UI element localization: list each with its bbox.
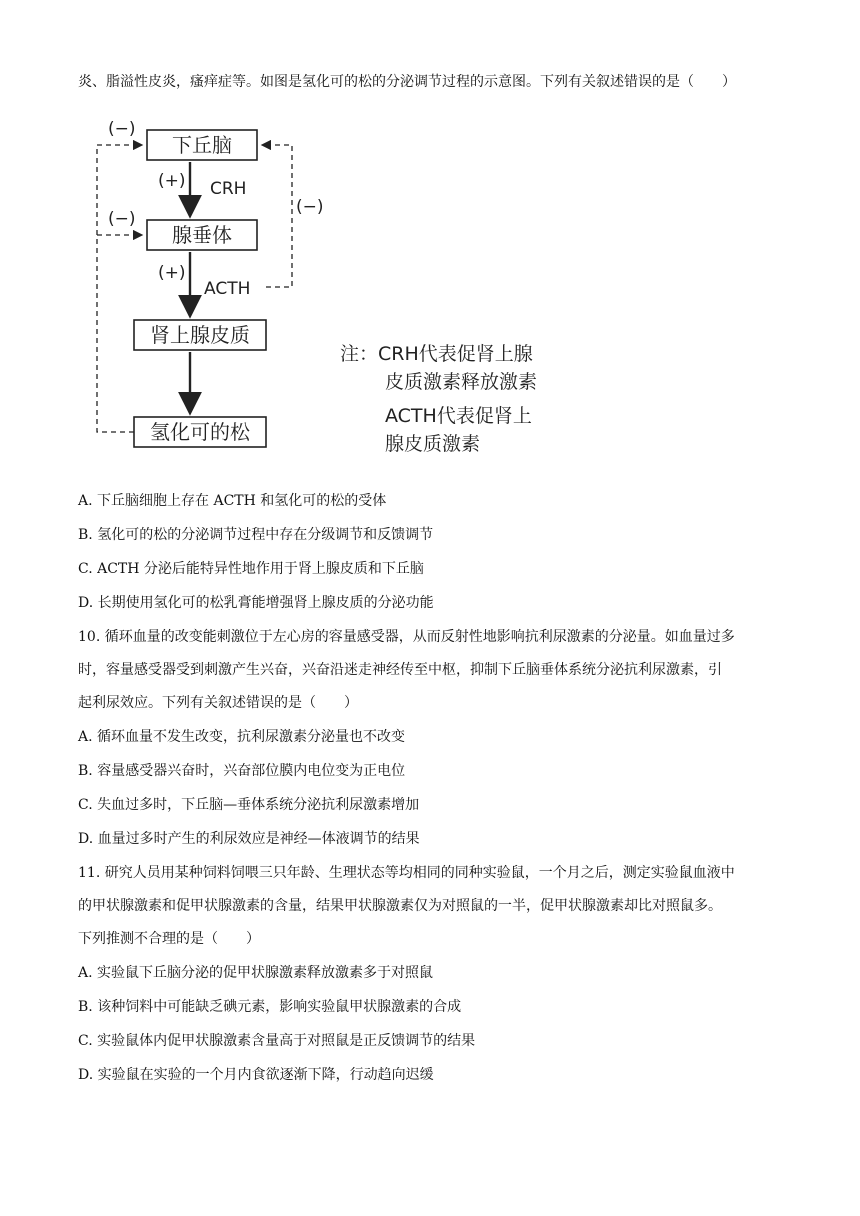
q9-option-d: D. 长期使用氢化可的松乳膏能增强肾上腺皮质的分泌功能 [78, 595, 434, 611]
hormone-regulation-diagram [0, 0, 860, 470]
minus-label-1: (−) [108, 119, 136, 139]
box-hypothalamus [147, 130, 257, 160]
q10-stem-line-3: 起利尿效应。下列有关叙述错误的是（ ） [78, 695, 358, 711]
feedback-to-hypothalamus [97, 145, 142, 432]
q11-option-d: D. 实验鼠在实验的一个月内食欲逐渐下降，行动趋向迟缓 [78, 1067, 434, 1083]
note-line-3: ACTH代表促肾上 [385, 405, 532, 427]
q9-option-a: A. 下丘脑细胞上存在 ACTH 和氢化可的松的受体 [78, 493, 387, 509]
box-adenohypophysis [147, 220, 257, 250]
q10-option-b: B. 容量感受器兴奋时，兴奋部位膜内电位变为正电位 [78, 763, 406, 779]
q10-stem-line-1: 10. 循环血量的改变能刺激位于左心房的容量感受器，从而反射性地影响抗利尿激素的分泌量。如血量过多 [78, 629, 735, 645]
q11-stem-line-1: 11. 研究人员用某种饲料饲喂三只年龄、生理状态等均相同的同种实验鼠，一个月之后，测定实验鼠血液中 [78, 865, 735, 881]
acth-label: ACTH [204, 279, 251, 299]
q10-stem-line-2: 时，容量感受器受到刺激产生兴奋，兴奋沿迷走神经传至中枢，抑制下丘脑垂体系统分泌抗利尿激素，引 [78, 662, 722, 678]
q9-option-b: B. 氢化可的松的分泌调节过程中存在分级调节和反馈调节 [78, 527, 434, 543]
q10-option-d: D. 血量过多时产生的利尿效应是神经—体液调节的结果 [78, 831, 420, 847]
box-hydrocortisone-label: 氢化可的松 [150, 420, 250, 444]
box-adrenal-cortex-label: 肾上腺皮质 [150, 323, 250, 347]
q11-option-c: C. 实验鼠体内促甲状腺激素含量高于对照鼠是正反馈调节的结果 [78, 1033, 476, 1049]
q9-option-c: C. ACTH 分泌后能特异性地作用于肾上腺皮质和下丘脑 [78, 561, 424, 577]
crh-label: CRH [210, 179, 247, 199]
q11-option-a: A. 实验鼠下丘脑分泌的促甲状腺激素释放激素多于对照鼠 [78, 965, 434, 981]
q10-option-c: C. 失血过多时，下丘脑—垂体系统分泌抗利尿激素增加 [78, 797, 420, 813]
box-adrenal-cortex [134, 320, 266, 350]
minus-label-2: (−) [108, 209, 136, 229]
note-line-4: 腺皮质激素 [385, 433, 481, 455]
box-adenohypophysis-label: 腺垂体 [172, 223, 232, 247]
plus-label-1: (+) [158, 171, 186, 191]
acth-feedback-to-hypothalamus [262, 145, 292, 287]
q11-option-b: B. 该种饲料中可能缺乏碘元素，影响实验鼠甲状腺激素的合成 [78, 999, 462, 1015]
box-hydrocortisone [134, 417, 266, 447]
note-line-2: 皮质激素释放激素 [385, 371, 538, 393]
box-hypothalamus-label: 下丘脑 [172, 133, 232, 157]
minus-label-3: (−) [296, 197, 324, 217]
q10-option-a: A. 循环血量不发生改变，抗利尿激素分泌量也不改变 [78, 729, 406, 745]
intro-text: 炎、脂溢性皮炎，瘙痒症等。如图是氢化可的松的分泌调节过程的示意图。下列有关叙述错误的是（ ） [78, 74, 736, 90]
q11-stem-line-3: 下列推测不合理的是（ ） [78, 931, 260, 947]
note-line-1: 注：CRH代表促肾上腺 [340, 343, 533, 365]
q11-stem-line-2: 的甲状腺激素和促甲状腺激素的含量，结果甲状腺激素仅为对照鼠的一半，促甲状腺激素却比对照鼠多。 [78, 898, 722, 914]
plus-label-2: (+) [158, 263, 186, 283]
